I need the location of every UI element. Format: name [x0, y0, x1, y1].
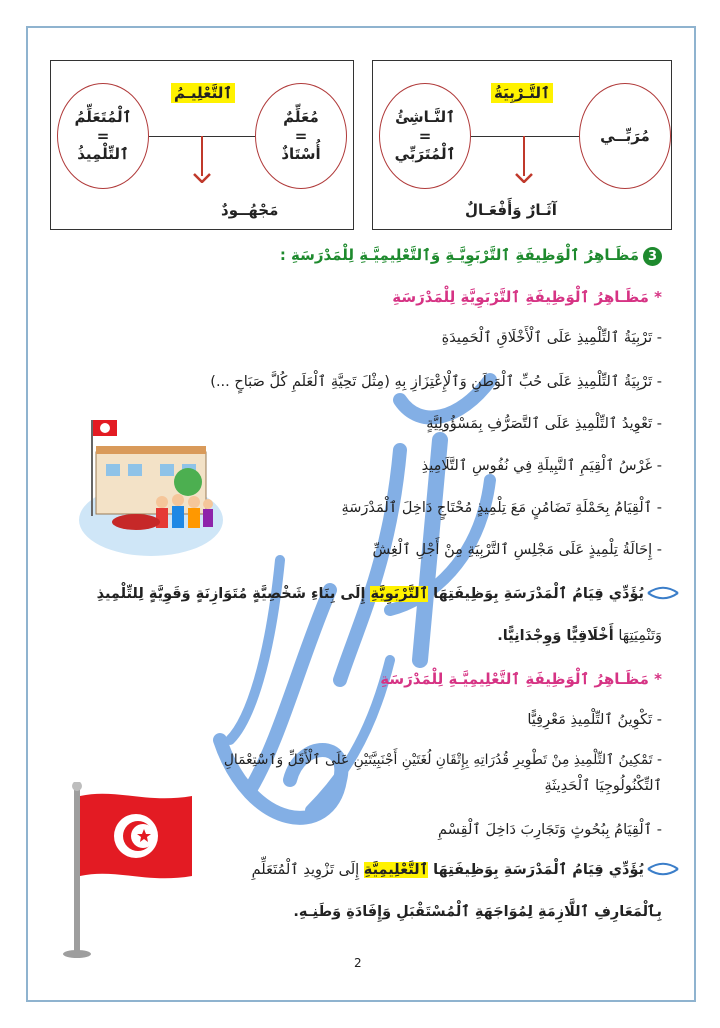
list-item: - تَرْبِيَةُ ٱلتِّلْمِيذِ عَلَى حُبِّ ٱلْوَطَنِ وَٱلْإِعْتِزَازِ بِهِ (مِثْلَ تَحِيَّةِ ٱلْعَلَمِ كُلَّ صَبَاحٍ ...) — [210, 374, 662, 390]
tunisia-flag-illustration — [56, 782, 196, 962]
teaching-title: ٱلتَّعْلِيـمُ — [171, 83, 235, 103]
conclusion-text: يُؤَدِّي قِيَامُ ٱلْمَدْرَسَةِ بِوَظِيفَتِهَا — [428, 586, 644, 602]
learner-circle — [57, 83, 149, 189]
list-item-continued: ٱلتِّكْنُولُوجِيَا ٱلْحَدِيثَةِ — [544, 778, 662, 794]
effort-label: مَجْهُــودٌ — [221, 201, 279, 219]
educational-conclusion-line2 — [497, 628, 662, 644]
teacher-circle — [255, 83, 347, 189]
teaching-diagram — [50, 60, 354, 230]
learner-label: ٱلْمُتَعَلِّمُ — [74, 107, 132, 126]
effects-label: آثَـارٌ وَأَفْعَـالٌ — [465, 201, 557, 219]
equals-sign: = — [96, 126, 110, 145]
educator-label: مُرَبِّــي — [600, 126, 650, 145]
school-illustration — [76, 412, 226, 560]
section-number: 3 — [643, 247, 662, 266]
list-item: - غَرْسُ ٱلْقِيَمِ ٱلنَّبِيلَةِ فِي نُفُوسِ ٱلتَّلَامِيذِ — [421, 458, 662, 474]
list-item: - تَكْوِينُ ٱلتِّلْمِيذِ مَعْرِفِيًّا — [527, 712, 662, 728]
section-heading-text: مَظَـاهِرُ ٱلْوَظِيفَةِ ٱلتَّرْبَوِيَّـةِ وَٱلتَّعْلِيمِيَّـةِ لِلْمَدْرَسَةِ : — [279, 246, 639, 264]
down-arrow-shaft — [523, 136, 525, 176]
list-item: - تَمْكِينُ ٱلتِّلْمِيذِ مِنْ تَطْوِيرِ قُدُرَاتِهِ بِإِتْقَانِ لُغَتَيْنِ أَجْنَبِيَّتَيْنِ عَلَى ٱلْأَقَلِّ وَٱسْتِعْمَالِ — [223, 752, 662, 768]
professor-label: أُسْتَاذٌ — [281, 145, 321, 164]
educational-conclusion — [97, 586, 644, 602]
down-arrow-icon — [193, 173, 211, 183]
down-arrow-icon — [515, 173, 533, 183]
down-arrow-shaft — [201, 136, 203, 176]
youth-label: ٱلنَّـاشِئُ — [395, 107, 455, 126]
pointer-arrow-icon — [646, 584, 680, 602]
list-item: - ٱلْقِيَامُ بِبُحُوثٍ وَتَجَارِبَ دَاخِلَ ٱلْقِسْمِ — [438, 822, 662, 838]
conclusion-bold: أَخْلَاقِيًّا وَوِجْدَانِيًّا. — [497, 628, 614, 644]
list-item: - تَعْوِيدُ ٱلتِّلْمِيذِ عَلَى ٱلتَّصَرُّفِ بِمَسْؤُولِيَّةٍ — [426, 416, 662, 432]
list-item: - تَرْبِيَةُ ٱلتِّلْمِيذِ عَلَى ٱلْأَخْلَاقِ ٱلْحَمِيدَةِ — [441, 330, 662, 346]
list-item: - ٱلْقِيَامُ بِحَمْلَةِ تَضَامُنٍ مَعَ تِلْمِيذٍ مُحْتَاجٍ دَاخِلَ ٱلْمَدْرَسَةِ — [341, 500, 662, 516]
list-item: - إِحَالَةُ تِلْمِيذٍ عَلَى مَجْلِسِ ٱلتَّرْبِيَةِ مِنْ أَجْلِ ٱلْغِشِّ — [372, 542, 662, 558]
youth-circle — [379, 83, 471, 189]
watermark-graphic — [190, 360, 510, 900]
equals-sign: = — [294, 126, 308, 145]
highlighted-term: ٱلتَّرْبَوِيَّةِ — [370, 586, 429, 602]
conclusion-text: وَتَنْمِيَتِهَا — [613, 628, 662, 644]
pointer-arrow-icon — [646, 860, 680, 878]
section-heading — [280, 246, 662, 266]
education-diagram — [372, 60, 672, 230]
conclusion-text: إِلَى تَزْوِيدِ ٱلْمُتَعَلِّمِ — [251, 862, 364, 878]
conclusion-text: إِلَى بِنَاءِ شَخْصِيَّةٍ مُتَوَازِنَةٍ وَقَوِيَّةٍ لِلتِّلْمِيذِ — [96, 586, 371, 602]
education-title: ٱلتَّـرْبِيَةُ — [491, 83, 553, 103]
educational-heading: * مَظَـاهِرُ ٱلْوَظِيفَةِ ٱلتَّرْبَوِيَّةِ لِلْمَدْرَسَةِ — [392, 288, 662, 306]
conclusion-text: يُؤَدِّي قِيَامُ ٱلْمَدْرَسَةِ بِوَظِيفَتِهَا — [428, 862, 644, 878]
page-number: 2 — [354, 956, 362, 970]
pupil-label: ٱلتِّلْمِيذُ — [77, 145, 129, 164]
equals-sign: = — [418, 126, 432, 145]
instructional-conclusion-line2: بِٱلْمَعَارِفِ ٱللَّازِمَةِ لِمُوَاجَهَةِ ٱلْمُسْتَقْبَلِ وَإِفَادَةِ وَطَنِـهِ. — [293, 904, 662, 920]
connector-line — [471, 136, 579, 137]
educator-circle — [579, 83, 671, 189]
instructional-conclusion — [252, 862, 644, 878]
instructional-heading: * مَظَـاهِرُ ٱلْوَظِيفَةِ ٱلتَّعْلِيمِيَّـةِ لِلْمَدْرَسَةِ — [380, 670, 662, 688]
teacher-label: مُعَلِّمٌ — [283, 107, 319, 126]
educated-label: ٱلْمُتَرَبِّي — [394, 145, 456, 164]
highlighted-term: ٱلتَّعْلِيمِيَّةِ — [363, 862, 429, 878]
